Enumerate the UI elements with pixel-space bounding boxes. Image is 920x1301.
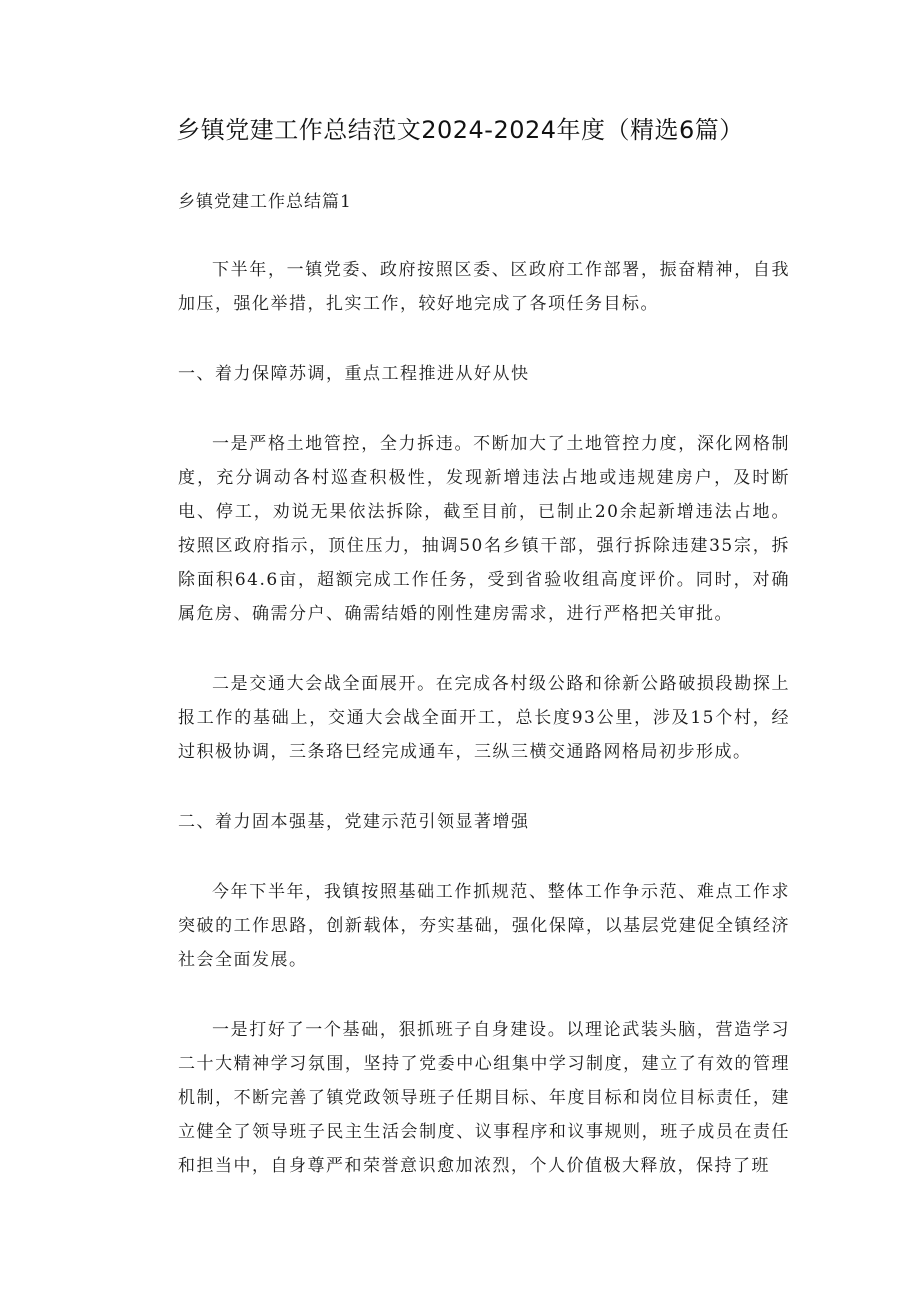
heading-two: 二、着力固本强基，党建示范引领显著增强	[178, 812, 530, 832]
paragraph-foundation: 一是打好了一个基础，狠抓班子自身建设。以理论武装头脑，营造学习二十大精神学习氛围，坚持了党委中心组集中学习制度，建立了有效的管理机制，不断完善了镇党政领导班子任期目标、年度目标和岗位目标责任，建立健全了领导班子民主生活会制度、议事程序和议事规则，班子成员在责任和担当中，自身尊严和荣誉意识愈加浓烈，个人价值极大释放，保持了班	[178, 1020, 790, 1176]
section-title: 乡镇党建工作总结篇1	[178, 192, 352, 212]
paragraph-land-control: 一是严格土地管控，全力拆违。不断加大了土地管控力度，深化网格制度，充分调动各村巡查积极性，发现新增违法占地或违规建房户，及时断电、停工，劝说无果依法拆除，截至目前，已制止20余起新增违法占地。按照区政府指示，顶住压力，抽调50名乡镇干部，强行拆除违建35宗，拆除面积64.6亩，超额完成工作任务，受到省验收组高度评价。同时，对确属危房、确需分户、确需结婚的刚性建房需求，进行严格把关审批。	[178, 434, 790, 624]
document-title: 乡镇党建工作总结范文2024-2024年度（精选6篇）	[176, 116, 744, 144]
document-body	[178, 188, 790, 1219]
paragraph-intro: 下半年，一镇党委、政府按照区委、区政府工作部署，振奋精神，自我加压，强化举措，扎实工作，较好地完成了各项任务目标。	[178, 260, 790, 314]
heading-one: 一、着力保障苏调，重点工程推进从好从快	[178, 364, 530, 384]
paragraph-traffic: 二是交通大会战全面展开。在完成各村级公路和徐新公路破损段勘探上报工作的基础上，交通大会战全面开工，总长度93公里，涉及15个村，经过积极协调，三条珞巳经完成通车，三纵三横交通路网格局初步形成。	[178, 674, 790, 762]
paragraph-second-half: 今年下半年，我镇按照基础工作抓规范、整体工作争示范、难点工作求突破的工作思路，创新载体，夯实基础，强化保障，以基层党建促全镇经济社会全面发展。	[178, 882, 790, 970]
